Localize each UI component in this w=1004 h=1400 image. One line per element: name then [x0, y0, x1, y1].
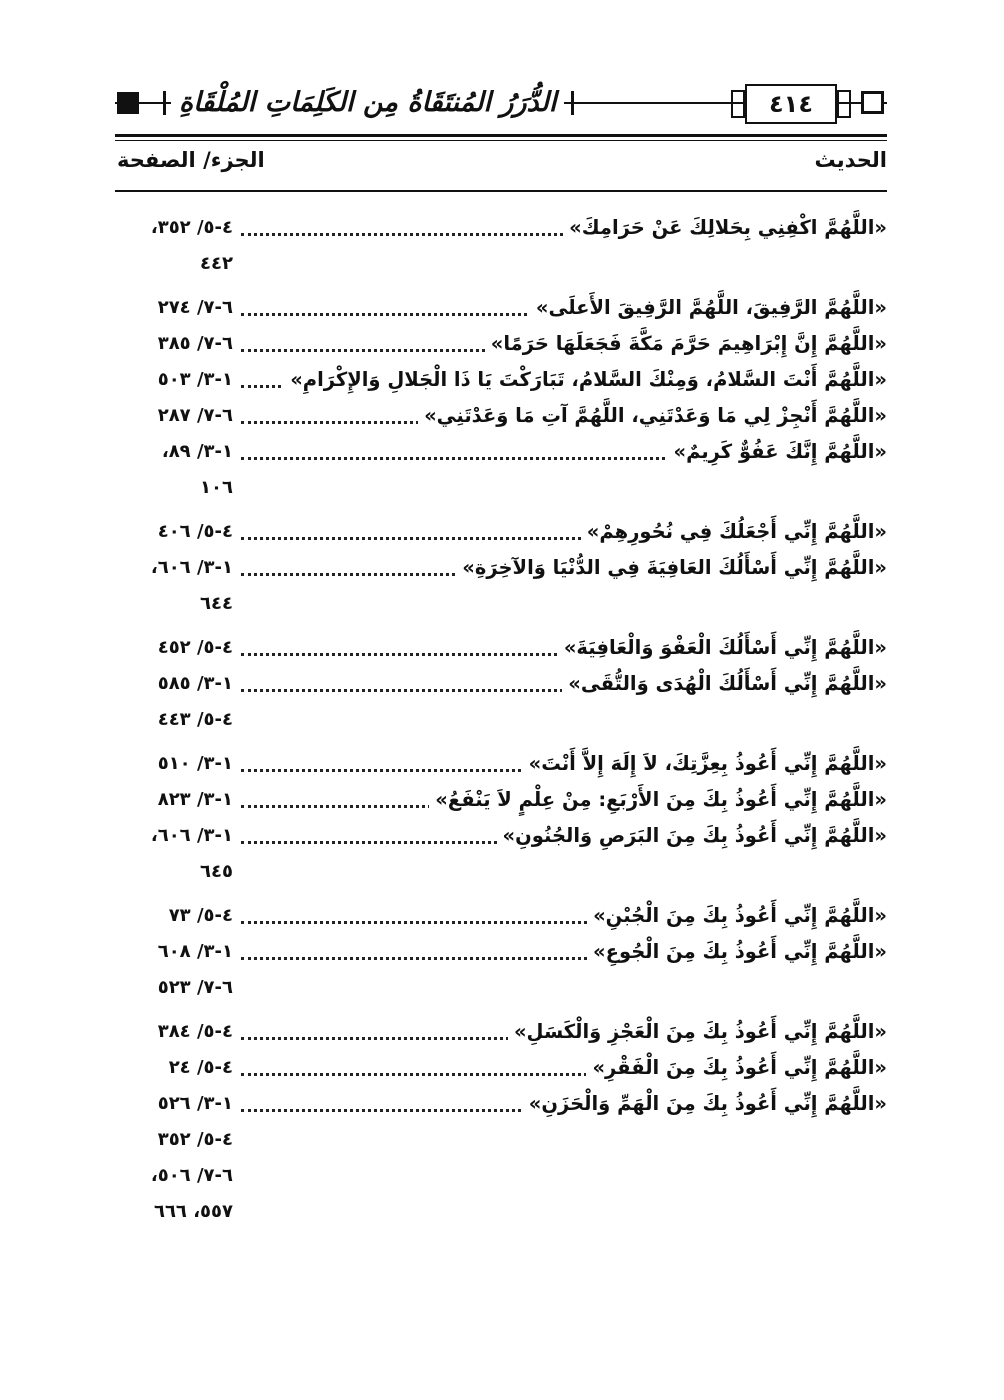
hadith-text: «اللَّهُمَّ إِنِّي أَعُوذُ بِكَ مِنَ البَرَصِ وَالجُنُونِ»	[497, 818, 887, 854]
entry-row	[115, 934, 887, 970]
index-entry	[115, 934, 887, 1014]
header-square-filled-ornament	[117, 92, 139, 114]
index-entry	[115, 782, 887, 818]
hadith-text: «اللَّهُمَّ إِنِّي أَسْأَلُكَ العَافِيَةَ فِي الدُّنْيَا وَالآخِرَةِ»	[456, 550, 887, 586]
entry-row	[115, 210, 887, 246]
page-header	[115, 78, 887, 128]
page-reference: ٤-٥/ ٣٥٢،	[150, 217, 233, 238]
hadith-text: «اللَّهُمَّ إِنِّي أَعُوذُ بِكَ مِنَ الْهَمِّ وَالْحَزَنِ»	[523, 1086, 887, 1122]
entry-spacer	[115, 282, 887, 290]
hadith-text: «اللَّهُمَّ الرَّفِيقَ، اللَّهُمَّ الرَّفِيقَ الأَعلَى»	[530, 290, 887, 326]
page-reference: ٦-٧/ ٢٧٤	[157, 297, 233, 318]
entry-row	[115, 782, 887, 818]
page-reference-continued: ٦٤٥	[200, 861, 233, 882]
entry-spacer	[115, 1230, 887, 1238]
page-reference: ١-٣/ ٦٠٦،	[150, 825, 233, 846]
index-entry	[115, 290, 887, 326]
entry-row	[115, 398, 887, 434]
page-reference: ١-٣/ ٦٠٨	[157, 941, 233, 962]
page-reference: ١-٣/ ٥٨٥	[157, 673, 233, 694]
page-reference: ١-٣/ ٨٢٣	[157, 789, 233, 810]
book-title: الدُّرَرُ المُنتَقَاةُ مِن الكَلِمَاتِ المُلْقَاةِ	[171, 78, 564, 128]
page-reference-continued: ١٠٦	[200, 477, 233, 498]
index-entry	[115, 1050, 887, 1086]
entry-row	[115, 1086, 887, 1122]
index-entry	[115, 898, 887, 934]
index-entry	[115, 362, 887, 398]
page-reference: ٤-٥/ ٤٠٦	[157, 521, 233, 542]
index-entry	[115, 1086, 887, 1238]
hadith-text: «اللَّهُمَّ إِنِّي أَعُوذُ بِكَ مِنَ الأَرْبَعِ: مِنْ عِلْمٍ لاَ يَنْفَعُ»	[429, 782, 887, 818]
entry-row	[115, 550, 887, 586]
index-entry	[115, 630, 887, 666]
hadith-text: «اللَّهُمَّ إِنِّي أَعُوذُ بِكَ مِنَ الْفَقْرِ»	[586, 1050, 887, 1086]
index-entry	[115, 666, 887, 746]
header-rule	[115, 134, 887, 141]
index-entry	[115, 514, 887, 550]
hadith-text: «اللَّهُمَّ إِنَّ إِبْرَاهِيمَ حَرَّمَ مَكَّةَ فَجَعَلَهَا حَرَمًا»	[485, 326, 887, 362]
page-reference-continued: ٤٤٢	[200, 253, 233, 274]
entry-spacer	[115, 738, 887, 746]
entry-row	[115, 1050, 887, 1086]
hadith-text: «اللَّهُمَّ إِنِّي أَسْأَلُكَ الْهُدَى وَالتُّقَى»	[562, 666, 887, 702]
page-reference: ٤-٥/ ٤٥٢	[157, 637, 233, 658]
page-reference-continued: ٦-٧/ ٥٠٦،	[150, 1165, 233, 1186]
page-reference: ٤-٥/ ٧٣	[168, 905, 233, 926]
page-number: ٤١٤	[745, 84, 837, 124]
header-divider	[571, 91, 574, 115]
page-reference: ١-٣/ ٥٠٣	[157, 369, 233, 390]
entry-row	[115, 1014, 887, 1050]
column-heading-reference: الجزء/ الصفحة	[117, 148, 265, 172]
header-divider	[163, 91, 166, 115]
hadith-text: «اللَّهُمَّ أَنْجِزْ لِي مَا وَعَدْتَنِي، اللَّهُمَّ آتِ مَا وَعَدْتَنِي»	[418, 398, 887, 434]
page-reference-continued: ٦-٧/ ٥٢٣	[157, 977, 233, 998]
entry-spacer	[115, 506, 887, 514]
index-entry	[115, 550, 887, 630]
page-reference-continued: ٦٤٤	[200, 593, 233, 614]
entry-row	[115, 326, 887, 362]
page-reference: ١-٣/ ٦٠٦،	[150, 557, 233, 578]
index-entry	[115, 434, 887, 514]
page-reference: ١-٣/ ٥٢٦	[157, 1093, 233, 1114]
page-reference: ٦-٧/ ٣٨٥	[157, 333, 233, 354]
index-entry	[115, 746, 887, 782]
entry-row	[115, 514, 887, 550]
header-square-open-ornament	[861, 91, 884, 114]
page-reference: ١-٣/ ٥١٠	[157, 753, 233, 774]
column-heading-hadith: الحديث	[814, 148, 887, 172]
hadith-text: «اللَّهُمَّ إِنِّي أَعُوذُ بِكَ مِنَ الْعَجْزِ وَالْكَسَلِ»	[508, 1014, 887, 1050]
hadith-text: «اللَّهُمَّ إِنِّي أَعُوذُ بِكَ مِنَ الْجُوعِ»	[587, 934, 887, 970]
hadith-text: «اللَّهُمَّ إِنِّي أَسْأَلُكَ الْعَفْوَ وَالْعَافِيَةَ»	[558, 630, 887, 666]
entry-spacer	[115, 890, 887, 898]
index-entry	[115, 398, 887, 434]
page-reference-continued: ٤-٥/ ٤٤٣	[157, 709, 233, 730]
hadith-text: «اللَّهُمَّ إِنَّكَ عَفُوٌّ كَرِيمٌ»	[667, 434, 887, 470]
hadith-text: «اللَّهُمَّ اكْفِنِي بِحَلالِكَ عَنْ حَرَامِكَ»	[563, 210, 887, 246]
entry-row	[115, 818, 887, 854]
hadith-text: «اللَّهُمَّ إِنِّي أَجْعَلُكَ فِي نُحُورِهِمْ»	[581, 514, 887, 550]
entry-row	[115, 666, 887, 702]
page-reference: ٦-٧/ ٢٨٧	[157, 405, 233, 426]
entry-row	[115, 746, 887, 782]
index-list	[115, 210, 887, 1238]
index-entry	[115, 326, 887, 362]
page-reference: ٤-٥/ ٣٨٤	[157, 1021, 233, 1042]
entry-row	[115, 898, 887, 934]
column-heading-rule	[115, 190, 887, 192]
index-entry	[115, 818, 887, 898]
page-reference-continued: ٤-٥/ ٣٥٢	[157, 1129, 233, 1150]
entry-row	[115, 290, 887, 326]
entry-spacer	[115, 622, 887, 630]
entry-spacer	[115, 1006, 887, 1014]
hadith-text: «اللَّهُمَّ أَنْتَ السَّلامُ، وَمِنْكَ السَّلامُ، تَبَارَكْتَ يَا ذَا الْجَلالِ وَالإِكْرَامِ»	[284, 362, 887, 398]
index-entry	[115, 1014, 887, 1050]
hadith-text: «اللَّهُمَّ إِنِّي أَعُوذُ بِكَ مِنَ الْجُبْنِ»	[587, 898, 887, 934]
page-reference: ١-٣/ ٨٩،	[161, 441, 233, 462]
entry-row	[115, 434, 887, 470]
hadith-text: «اللَّهُمَّ إِنِّي أَعُوذُ بِعِزَّتِكَ، لاَ إِلَهَ إِلاَّ أَنْتَ»	[523, 746, 887, 782]
page-reference: ٤-٥/ ٢٤	[168, 1057, 233, 1078]
page-reference-continued: ٥٥٧، ٦٦٦	[153, 1201, 233, 1222]
entry-row	[115, 362, 887, 398]
index-entry	[115, 210, 887, 290]
entry-row	[115, 630, 887, 666]
